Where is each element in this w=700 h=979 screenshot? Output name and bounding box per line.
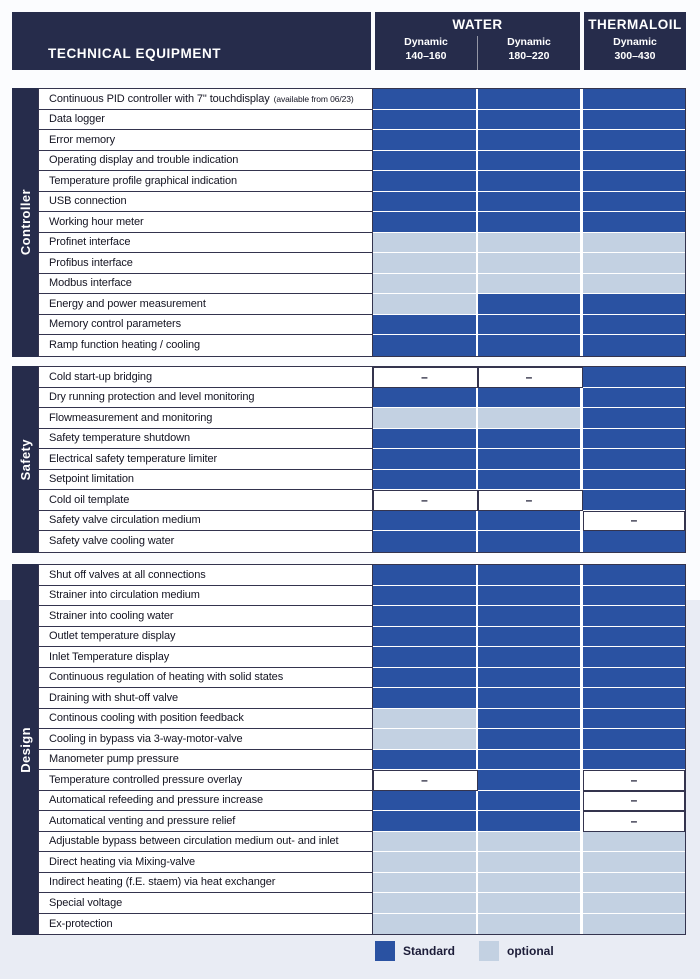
cell-optional (478, 832, 583, 853)
cell-standard (583, 388, 685, 409)
section-title-vertical: Controller (17, 189, 33, 256)
row-label (39, 490, 373, 511)
cell-optional (373, 408, 478, 429)
header-thermaloil-group (584, 12, 686, 70)
table-row (39, 627, 685, 648)
row-label (39, 429, 373, 450)
table-row (39, 294, 685, 315)
cell-standard (373, 531, 478, 552)
row-label (39, 89, 373, 110)
cell-standard (583, 171, 685, 192)
cell-optional (478, 873, 583, 894)
table-row (39, 408, 685, 429)
table-row (39, 688, 685, 709)
row-label (39, 627, 373, 648)
cell-optional (478, 274, 583, 295)
row-label-text: Working hour meter (49, 215, 144, 228)
cell-standard (478, 791, 583, 812)
table-row (39, 253, 685, 274)
cell-standard (478, 811, 583, 832)
cell-standard (583, 470, 685, 491)
row-label (39, 315, 373, 336)
table-row (39, 470, 685, 491)
section-safety (12, 366, 686, 553)
cell-standard (583, 750, 685, 771)
section-controller (12, 88, 686, 357)
cell-standard (373, 315, 478, 336)
row-label-text: Cold start-up bridging (49, 370, 152, 383)
row-label-text: Safety valve cooling water (49, 535, 175, 548)
cell-optional (373, 253, 478, 274)
table-row (39, 647, 685, 668)
cell-standard (583, 531, 685, 552)
table-row (39, 511, 685, 532)
cell-standard (478, 606, 583, 627)
legend-optional-label: optional (507, 944, 554, 958)
cell-standard (373, 130, 478, 151)
cell-optional (583, 233, 685, 254)
row-label (39, 893, 373, 914)
table-row (39, 151, 685, 172)
cell-standard (583, 647, 685, 668)
cell-standard (373, 688, 478, 709)
row-label-text: Adjustable bypass between circulation medium out- and inlet (49, 835, 339, 848)
row-label-text: Setpoint limitation (49, 473, 134, 486)
table-row (39, 914, 685, 935)
table-row (39, 212, 685, 233)
cell-standard (583, 729, 685, 750)
row-label (39, 511, 373, 532)
cell-standard (583, 565, 685, 586)
cell-standard (373, 470, 478, 491)
cell-standard (478, 429, 583, 450)
row-label-text: Continous cooling with position feedback (49, 712, 244, 725)
cell-standard (478, 171, 583, 192)
cell-optional (373, 873, 478, 894)
table-row (39, 709, 685, 730)
cell-optional (478, 893, 583, 914)
cell-standard (478, 627, 583, 648)
row-label (39, 388, 373, 409)
legend-standard-label: Standard (403, 944, 456, 958)
cell-none: – (373, 770, 478, 791)
cell-standard (373, 449, 478, 470)
table-row (39, 130, 685, 151)
row-label-text: Modbus interface (49, 277, 132, 290)
table-row (39, 791, 685, 812)
cell-standard (583, 192, 685, 213)
cell-standard (373, 171, 478, 192)
row-label-text: Profinet interface (49, 236, 131, 249)
row-label-text: Manometer pump pressure (49, 753, 179, 766)
cell-standard (373, 511, 478, 532)
table-row (39, 171, 685, 192)
section-rows (38, 366, 686, 553)
cell-standard (583, 130, 685, 151)
row-label-text: Dry running protection and level monitoring (49, 391, 255, 404)
table-row (39, 89, 685, 110)
cell-optional (583, 253, 685, 274)
row-label (39, 811, 373, 832)
cell-standard (583, 335, 685, 356)
row-label (39, 151, 373, 172)
header-equipment-block (12, 12, 371, 70)
row-label-text: Cooling in bypass via 3-way-motor-valve (49, 732, 243, 745)
row-label-text: Special voltage (49, 896, 123, 909)
cell-none: – (373, 367, 478, 388)
cell-standard (478, 315, 583, 336)
cell-standard (373, 429, 478, 450)
row-label (39, 565, 373, 586)
table-row (39, 531, 685, 552)
row-label-text: Data logger (49, 113, 105, 126)
section-strip-design (12, 564, 38, 935)
cell-optional (373, 274, 478, 295)
cell-optional (373, 729, 478, 750)
row-label-text: Flowmeasurement and monitoring (49, 411, 213, 424)
cell-standard (583, 110, 685, 131)
cell-optional (373, 832, 478, 853)
cell-standard (373, 110, 478, 131)
cell-standard (478, 729, 583, 750)
row-label (39, 770, 373, 791)
cell-standard (478, 688, 583, 709)
cell-standard (478, 770, 583, 791)
table-row (39, 192, 685, 213)
table-row (39, 729, 685, 750)
cell-optional (583, 914, 685, 935)
cell-optional (373, 893, 478, 914)
cell-standard (373, 388, 478, 409)
cell-standard (478, 294, 583, 315)
cell-none: – (583, 770, 685, 791)
cell-optional (583, 893, 685, 914)
column-header-dynamic-140-160: Dynamic 140–160 (404, 36, 448, 62)
cell-standard (583, 586, 685, 607)
row-label-text: Energy and power measurement (49, 297, 206, 310)
cell-optional (478, 852, 583, 873)
table-row (39, 750, 685, 771)
row-label-text: Safety valve circulation medium (49, 514, 201, 527)
cell-none: – (373, 490, 478, 511)
cell-standard (373, 791, 478, 812)
cell-standard (373, 606, 478, 627)
cell-standard (478, 151, 583, 172)
cell-optional (373, 233, 478, 254)
cell-standard (373, 192, 478, 213)
row-label-text: Shut off valves at all connections (49, 568, 206, 581)
row-label-text: Direct heating via Mixing-valve (49, 855, 196, 868)
row-label (39, 470, 373, 491)
column-header-dynamic-180-220: Dynamic 180–220 (477, 36, 580, 70)
cell-standard (583, 151, 685, 172)
row-label (39, 294, 373, 315)
table-row (39, 873, 685, 894)
standard-swatch-icon (375, 941, 395, 961)
cell-none: – (478, 367, 583, 388)
section-title-vertical: Safety (17, 438, 33, 480)
row-label (39, 647, 373, 668)
row-label-text: Continuous regulation of heating with solid states (49, 671, 284, 684)
row-label (39, 606, 373, 627)
cell-standard (583, 408, 685, 429)
cell-standard (373, 335, 478, 356)
optional-swatch-icon (479, 941, 499, 961)
row-label (39, 914, 373, 935)
water-subcolumns (375, 36, 580, 70)
row-label-text: Indirect heating (f.E. staem) via heat exchanger (49, 876, 276, 889)
row-label-text: Temperature controlled pressure overlay (49, 773, 242, 786)
row-label (39, 688, 373, 709)
row-label-text: Memory control parameters (49, 318, 181, 331)
row-label (39, 832, 373, 853)
table-row (39, 388, 685, 409)
table-row (39, 490, 685, 511)
row-label (39, 709, 373, 730)
cell-none: – (583, 811, 685, 832)
cell-optional (583, 832, 685, 853)
row-label-text: Outlet temperature display (49, 630, 176, 643)
row-label-text: Electrical safety temperature limiter (49, 452, 218, 465)
cell-optional (373, 914, 478, 935)
row-label-text: Error memory (49, 133, 116, 146)
cell-standard (583, 294, 685, 315)
row-label (39, 130, 373, 151)
cell-optional (478, 253, 583, 274)
cell-standard (478, 449, 583, 470)
row-label (39, 367, 373, 388)
thermaloil-group-label: THERMALOIL (588, 17, 682, 32)
table-row (39, 335, 685, 356)
table-row (39, 110, 685, 131)
cell-standard (583, 367, 685, 388)
cell-standard (583, 89, 685, 110)
cell-optional (373, 709, 478, 730)
table-row (39, 852, 685, 873)
section-rows (38, 88, 686, 357)
cell-standard (583, 315, 685, 336)
cell-standard (583, 449, 685, 470)
row-label (39, 408, 373, 429)
legend-item-standard (375, 941, 479, 961)
row-label (39, 668, 373, 689)
row-label-text: Operating display and trouble indication (49, 154, 239, 167)
legend-item-optional (479, 941, 583, 961)
row-label (39, 110, 373, 131)
cell-none: – (478, 490, 583, 511)
row-label-text: Ex-protection (49, 917, 113, 930)
row-label (39, 791, 373, 812)
table-row (39, 893, 685, 914)
row-label-text: USB connection (49, 195, 127, 208)
row-label (39, 274, 373, 295)
cell-standard (478, 388, 583, 409)
row-label (39, 531, 373, 552)
cell-standard (478, 130, 583, 151)
cell-optional (583, 873, 685, 894)
cell-standard (373, 565, 478, 586)
cell-standard (583, 709, 685, 730)
cell-standard (373, 586, 478, 607)
row-label (39, 171, 373, 192)
row-label-text: Strainer into circulation medium (49, 589, 200, 602)
cell-standard (478, 470, 583, 491)
cell-optional (373, 852, 478, 873)
cell-optional (478, 914, 583, 935)
cell-standard (478, 709, 583, 730)
cell-standard (478, 586, 583, 607)
cell-standard (583, 688, 685, 709)
table-title: TECHNICAL EQUIPMENT (48, 46, 222, 61)
cell-none: – (583, 791, 685, 812)
table-row (39, 233, 685, 254)
cell-optional (478, 408, 583, 429)
cell-optional (478, 233, 583, 254)
table-row (39, 429, 685, 450)
cell-standard (373, 647, 478, 668)
cell-standard (478, 531, 583, 552)
water-group-label: WATER (452, 17, 503, 32)
table-row (39, 811, 685, 832)
cell-standard (478, 335, 583, 356)
section-rows (38, 564, 686, 935)
cell-standard (373, 89, 478, 110)
row-label-text: Automatical refeeding and pressure increase (49, 794, 263, 807)
cell-standard (373, 811, 478, 832)
cell-standard (478, 647, 583, 668)
table-row (39, 586, 685, 607)
table-row (39, 770, 685, 791)
cell-standard (478, 750, 583, 771)
column-header-dynamic-300-430: Dynamic 300–430 (613, 36, 657, 62)
row-label (39, 729, 373, 750)
table-row (39, 832, 685, 853)
row-label (39, 253, 373, 274)
cell-standard (478, 192, 583, 213)
table-row (39, 565, 685, 586)
table-row (39, 315, 685, 336)
row-label-text: Continuous PID controller with 7" touchdisplay (49, 92, 270, 105)
section-strip-safety (12, 366, 38, 553)
cell-standard (583, 627, 685, 648)
header-water-group (375, 12, 580, 70)
row-label-text: Profibus interface (49, 256, 133, 269)
section-strip-controller (12, 88, 38, 357)
cell-standard (373, 212, 478, 233)
row-label (39, 873, 373, 894)
row-label (39, 233, 373, 254)
row-label-text: Automatical venting and pressure relief (49, 814, 236, 827)
row-label-text: Inlet Temperature display (49, 650, 170, 663)
cell-standard (583, 212, 685, 233)
row-label (39, 449, 373, 470)
table-header (12, 12, 686, 70)
cell-standard (373, 750, 478, 771)
cell-standard (478, 110, 583, 131)
section-title-vertical: Design (17, 726, 33, 773)
cell-standard (478, 89, 583, 110)
cell-standard (373, 627, 478, 648)
legend (375, 941, 583, 961)
cell-standard (583, 429, 685, 450)
cell-standard (478, 212, 583, 233)
row-label (39, 335, 373, 356)
row-label (39, 586, 373, 607)
table-row (39, 274, 685, 295)
cell-optional (583, 852, 685, 873)
cell-standard (583, 668, 685, 689)
row-label (39, 750, 373, 771)
cell-optional (373, 294, 478, 315)
cell-standard (373, 668, 478, 689)
cell-standard (583, 490, 685, 511)
cell-standard (478, 565, 583, 586)
row-label (39, 192, 373, 213)
row-label-note: (available from 06/23) (273, 93, 354, 104)
table-row (39, 449, 685, 470)
row-label-text: Temperature profile graphical indication (49, 174, 237, 187)
cell-standard (373, 151, 478, 172)
row-label-text: Draining with shut-off valve (49, 691, 179, 704)
cell-standard (478, 511, 583, 532)
row-label (39, 212, 373, 233)
cell-standard (478, 668, 583, 689)
row-label-text: Strainer into cooling water (49, 609, 174, 622)
table-row (39, 367, 685, 388)
row-label-text: Ramp function heating / cooling (49, 339, 200, 352)
table-row (39, 668, 685, 689)
row-label-text: Safety temperature shutdown (49, 432, 190, 445)
table-row (39, 606, 685, 627)
cell-none: – (583, 511, 685, 532)
row-label (39, 852, 373, 873)
cell-standard (583, 606, 685, 627)
row-label-text: Cold oil template (49, 493, 130, 506)
section-design (12, 564, 686, 935)
cell-optional (583, 274, 685, 295)
